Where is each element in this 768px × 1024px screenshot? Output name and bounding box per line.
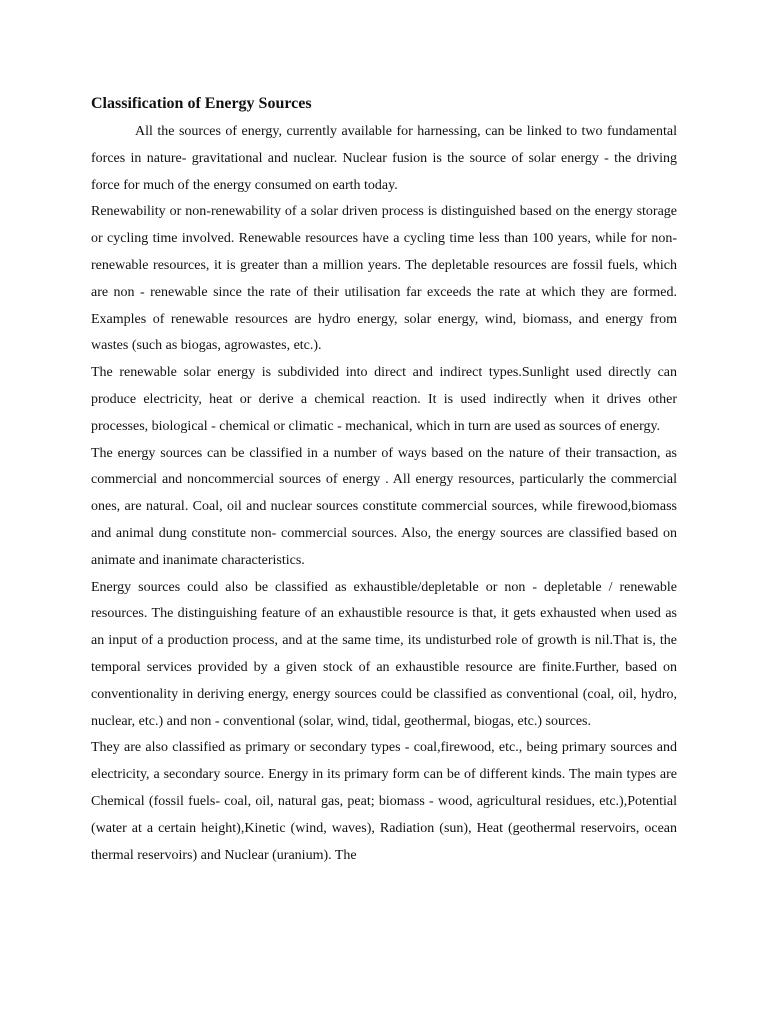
document-body bbox=[91, 93, 677, 869]
document-title: Classification of Energy Sources bbox=[91, 95, 312, 112]
paragraph-commercial-sources: The energy sources can be classified in a number of ways based on the nature of their transaction, as commercial and noncommercial sources of energy . All energy resources, particularly the commercial ones, are natural. Coal, oil and nuclear sources constitute commercial sources, while firewood,biomass and animal dung constitute non- commercial sources. Also, the energy sources are classified based on animate and inanimate characteristics. bbox=[91, 445, 677, 568]
paragraph-solar-energy: The renewable solar energy is subdivided into direct and indirect types.Sunlight used directly can produce electricity, heat or derive a chemical reaction. It is used indirectly when it drives other processes, biological - chemical or climatic - mechanical, which in turn are used as sources of energy. bbox=[91, 365, 677, 434]
paragraph-energy-forces: All the sources of energy, currently available for harnessing, can be linked to two fundamental forces in nature- gravitational and nuclear. Nuclear fusion is the source of solar energy - the driving force for much of the energy consumed on earth today. bbox=[91, 124, 677, 193]
paragraph-renewability: Renewability or non-renewability of a solar driven process is distinguished based on the energy storage or cycling time involved. Renewable resources have a cycling time less than 100 years, while for non-renewable resources, it is greater than a million years. The depletable resources are fossil fuels, which are non - renewable since the rate of their utilisation far exceeds the rate at which they are formed. Examples of renewable resources are hydro energy, solar energy, wind, biomass, and energy from wastes (such as biogas, agrowastes, etc.). bbox=[91, 204, 677, 354]
paragraph-exhaustible-resources: Energy sources could also be classified as exhaustible/depletable or non - depletable / renewable resources. The distinguishing feature of an exhaustible resource is that, it gets exhausted when used as an input of a production process, and at the same time, its undisturbed role of growth is nil.That is, the temporal services provided by a given stock of an exhaustible resource are finite.Further, based on conventionality in deriving energy, energy sources could be classified as conventional (coal, oil, hydro, nuclear, etc.) and non - conventional (solar, wind, tidal, geothermal, biogas, etc.) sources. bbox=[91, 579, 677, 729]
paragraph-primary-secondary: They are also classified as primary or secondary types - coal,firewood, etc., being primary sources and electricity, a secondary source. Energy in its primary form can be of different kinds. The main types are Chemical (fossil fuels- coal, oil, natural gas, peat; biomass - wood, agricultural residues, etc.),Potential (water at a certain height),Kinetic (wind, waves), Radiation (sun), Heat (geothermal reservoirs, ocean thermal reservoirs) and Nuclear (uranium). The bbox=[91, 740, 677, 863]
